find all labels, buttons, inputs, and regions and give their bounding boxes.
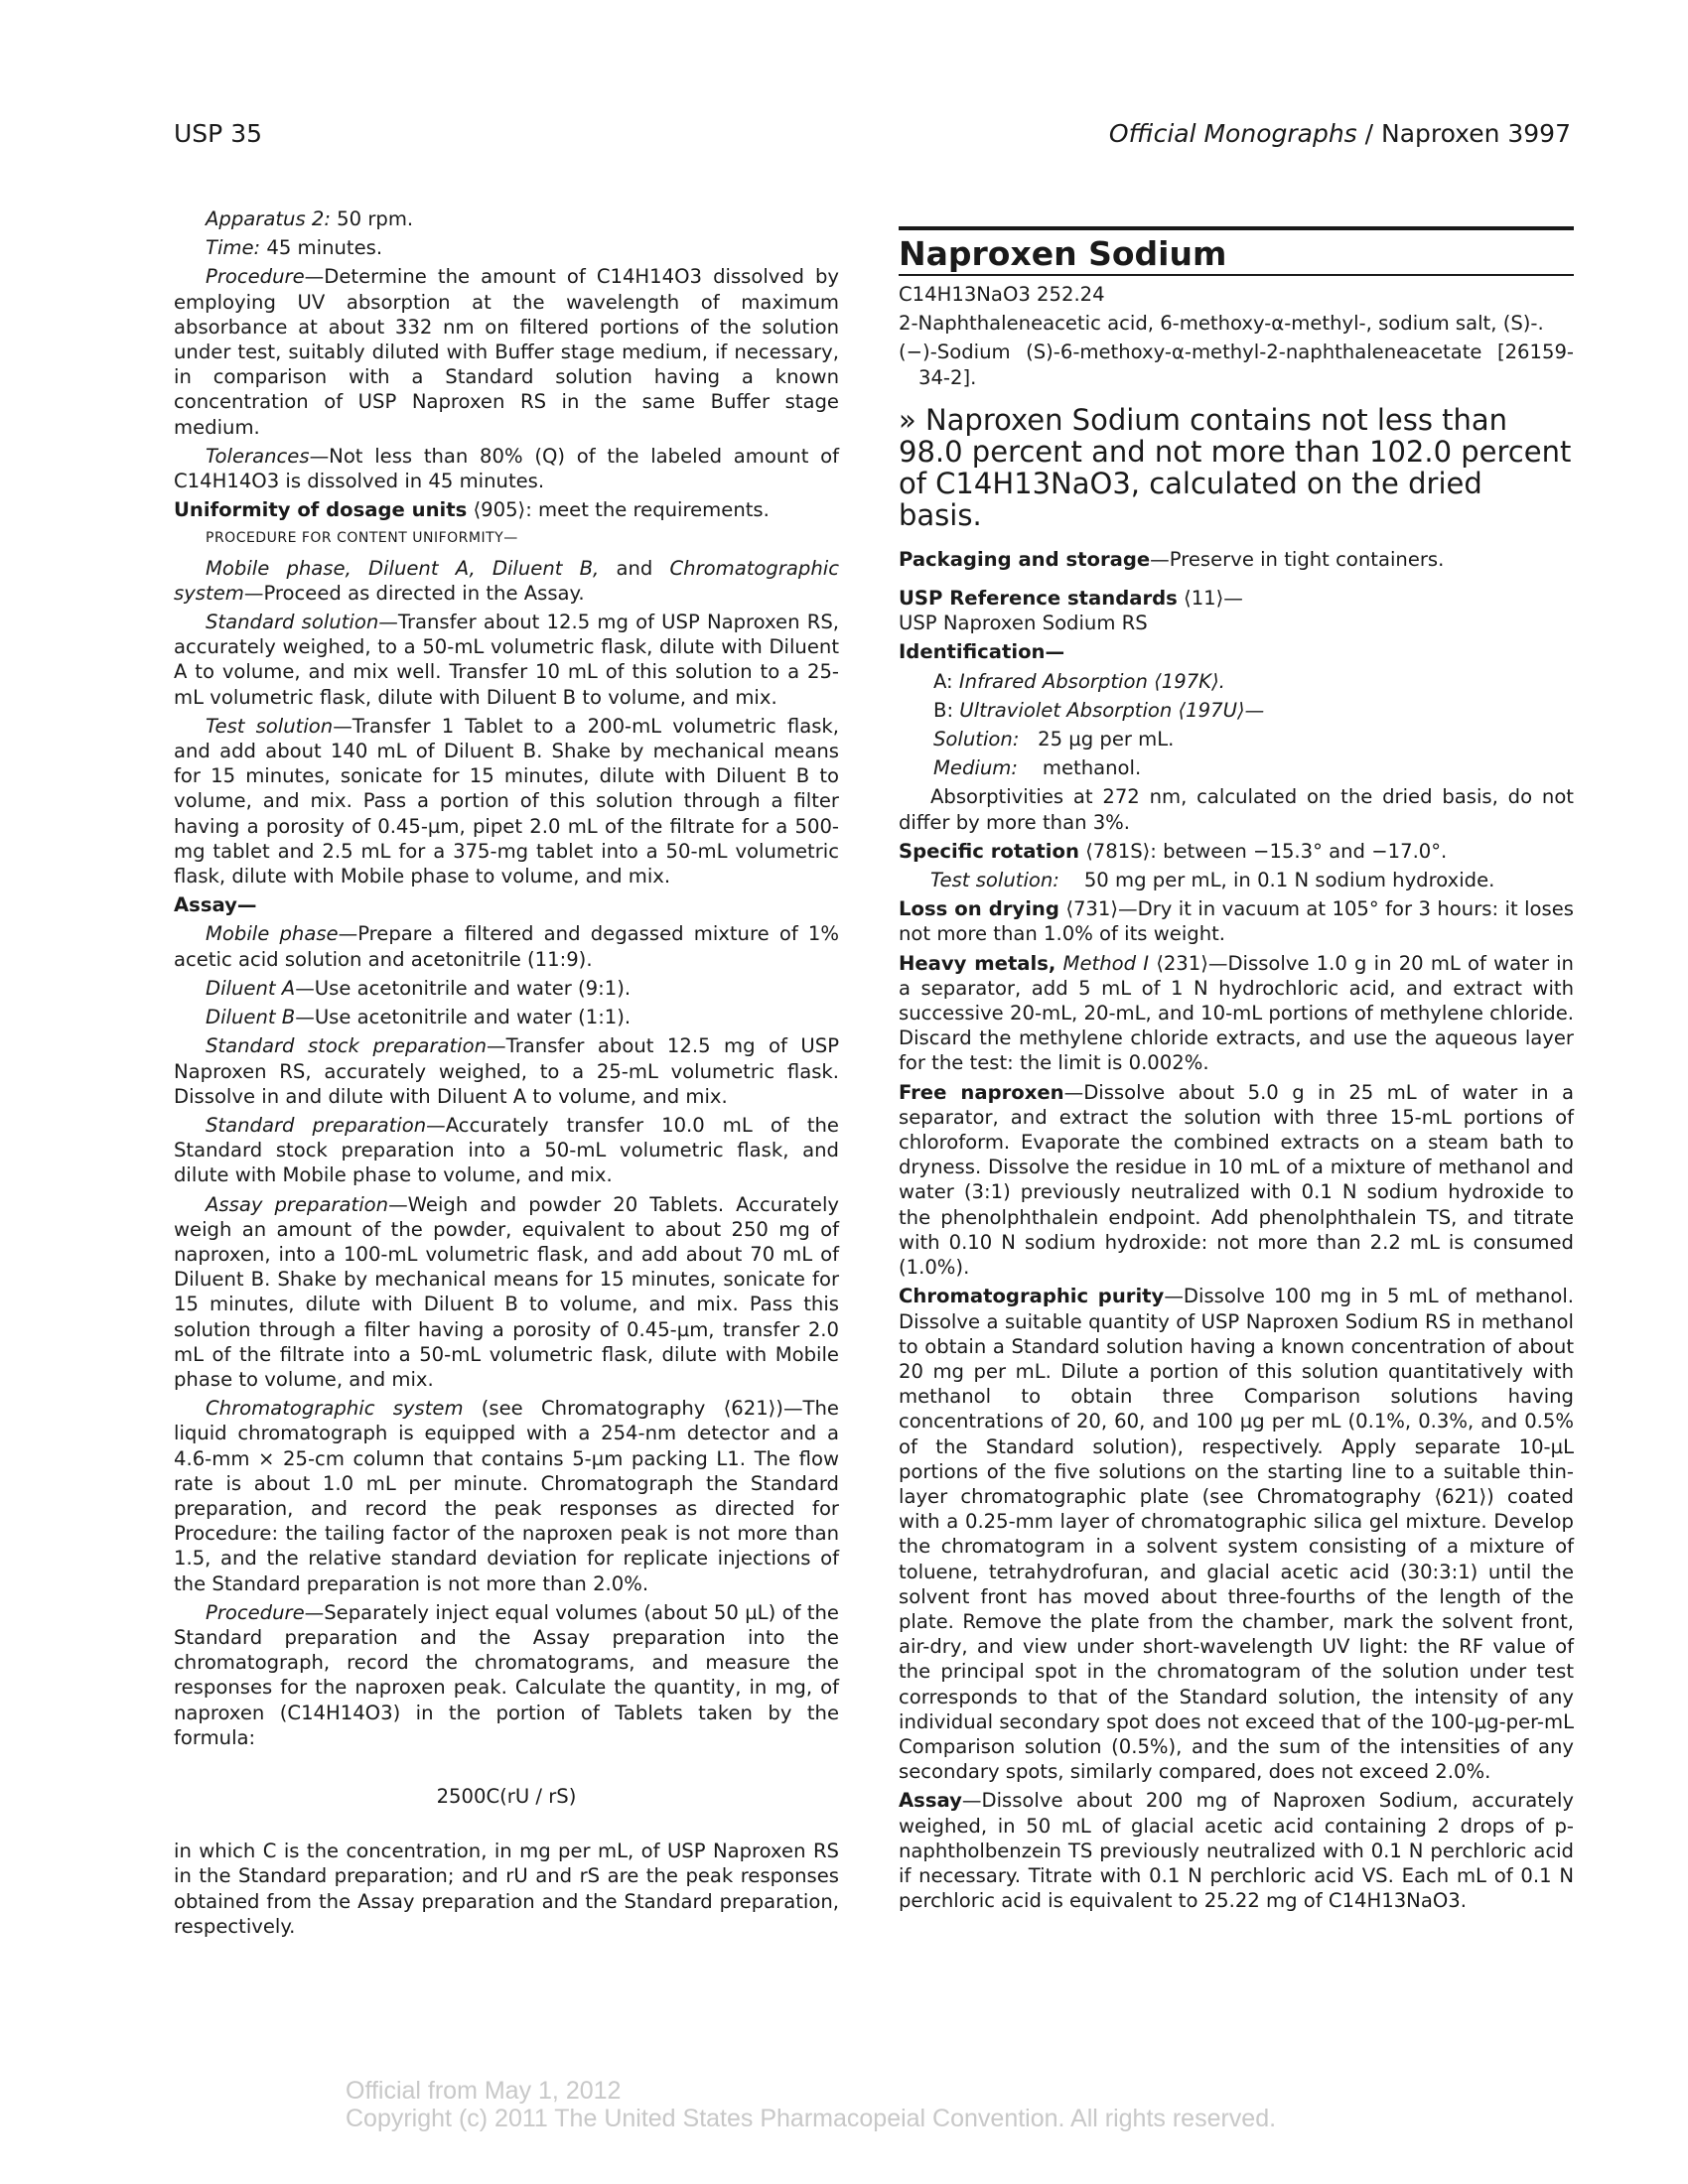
standard-preparation-text: —Accurately transfer 10.0 mL of the Standard stock preparation into a 50-mL volumetric flask, and dilute with Mobile phase to volume, and mix. [174, 1113, 839, 1187]
rotation-test-value: 50 mg per mL, in 0.1 N sodium hydroxide. [1083, 869, 1495, 892]
monograph-title: Naproxen Sodium [899, 234, 1227, 273]
assay-paragraph [899, 1788, 1574, 1913]
test-solution-text: —Transfer 1 Tablet to a 200-mL volumetric flask, and add about 140 mL of Diluent B. Shake by mechanical means for 15 minutes, sonicate for 15 minutes, dilute with Diluent B to volume, and mix. Pass a portion of this solution through a filter having a porosity of 0.45-µm, pipet 2.0 mL of the filtrate for a 500-mg tablet and 2.5 mL for a 375-mg tablet into a 50-mL volumetric flask, dilute with Mobile phase to volume, and mix. [174, 714, 839, 888]
medium-label: Medium: [933, 756, 1018, 780]
title-rule-bottom [899, 274, 1574, 276]
content-uniformity-heading: PROCEDURE FOR CONTENT UNIFORMITY— [206, 530, 518, 547]
test-solution-label: Test solution [206, 714, 334, 738]
header-page-info: / Naproxen 3997 [1356, 119, 1571, 148]
ident-a-letter: A: [933, 669, 953, 693]
loss-on-drying-paragraph [899, 896, 1574, 946]
running-header-right [1109, 119, 1571, 148]
standard-stock-label: Standard stock preparation [206, 1034, 488, 1058]
diluent-b-paragraph [174, 1005, 839, 1029]
cs-text: (see Chromatography ⟨621⟩)—The liquid chromatograph is equipped with a 254-nm detector and a 4.6-mm × 25-cm column that contains 5-µm packing L1. The flow rate is about 1.0 mL per minute. Chromatograph the Standard preparation, and record the peak responses as directed for Procedure: the tailing factor of the naproxen peak is not more than 1.5, and the relative standard deviation for replicate injections of the Standard preparation is not more than 2.0%. [174, 1397, 839, 1595]
reference-standards-text: ⟨11⟩— [1177, 587, 1243, 611]
packaging-paragraph [899, 547, 1574, 572]
solution-label: Solution: [933, 728, 1020, 751]
diluent-a-text: —Use acetonitrile and water (9:1). [295, 976, 632, 1000]
diluent-a-paragraph [174, 976, 839, 1001]
specific-rotation-paragraph [899, 839, 1574, 864]
tolerances-label: Tolerances [206, 444, 310, 468]
right-column [899, 226, 1574, 1917]
standard-solution-paragraph [174, 610, 839, 710]
standard-stock-text: —Transfer about 12.5 mg of USP Naproxen RS, accurately weighed, to a 25-mL volumetric flask. Dissolve in and dilute with Diluent A to volume, and mix. [174, 1034, 840, 1108]
title-rule-top [899, 226, 1574, 230]
footer-official-date: Official from May 1, 2012 [346, 2077, 622, 2105]
heavy-metals-paragraph [899, 951, 1574, 1076]
chromatographic-purity-paragraph [899, 1284, 1574, 1784]
chemical-name-1: 2-Naphthaleneacetic acid, 6-methoxy-α-methyl-, sodium salt, (S)-. [899, 312, 1544, 336]
solution-row [899, 727, 1574, 751]
heavy-metals-text: ⟨231⟩—Dissolve 1.0 g in 20 mL of water in a separator, add 5 mL of 1 N hydrochloric acid, and extract with successive 20-mL, 20-mL, and 10-mL portions of methylene chloride. Discard the methylene chloride extracts, and use the aqueous layer for the test: the limit is 0.002%. [899, 951, 1574, 1075]
procedure-label: Procedure [206, 265, 305, 289]
medium-value: methanol. [1042, 756, 1142, 780]
absorptivities-paragraph: Absorptivities at 272 nm, calculated on the dried basis, do not differ by more than 3%. [899, 785, 1574, 834]
free-naproxen-heading: Free naproxen [899, 1080, 1064, 1104]
reference-standard-item: USP Naproxen Sodium RS [899, 612, 1148, 635]
standard-preparation-label: Standard preparation [206, 1113, 427, 1137]
packaging-text: —Preserve in tight containers. [1150, 547, 1445, 571]
mobile-phase-paragraph [174, 921, 839, 971]
specific-rotation-heading: Specific rotation [899, 839, 1079, 863]
ident-b-letter: B: [933, 698, 954, 722]
chromatographic-purity-text: —Dissolve 100 mg in 5 mL of methanol. Dissolve a suitable quantity of USP Naproxen Sodium RS in methanol to obtain a Standard solution having a known concentration of about 20 mg per mL. Dilute a portion of this solution quantitatively with methanol to obtain three Comparison solutions having concentrations of 20, 60, and 100 µg per mL (0.1%, 0.3%, and 0.5% of the Standard solution), respectively. Apply separate 10-µL portions of the five solutions on the starting line to a suitable thin-layer chromatographic plate (see Chromatography ⟨621⟩) coated with a 0.25-mm layer of chromatographic silica gel mixture. Develop the chromatogram in a solvent system consisting of a mixture of toluene, tetrahydrofuran, and glacial acetic acid (30:3:1) until the solvent front has moved about three-fourths of the length of the plate. Remove the plate from the chamber, mark the solvent front, air-dry, and view under short-wavelength UV light: the RF value of the principal spot in the chromatogram of the solution under test corresponds to that of the Standard solution, the intensity of any individual secondary spot does not exceed that of the 100-µg-per-mL Comparison solution (0.5%), and the sum of the intensities of any secondary spots, similarly compared, does not exceed 2.0%. [899, 1285, 1574, 1784]
reference-standards-paragraph [899, 586, 1574, 611]
mobile-and: and [599, 556, 670, 580]
packaging-heading: Packaging and storage [899, 547, 1151, 571]
chromatographic-system-label: Chromatographic system [174, 556, 839, 605]
standard-stock-paragraph [174, 1033, 839, 1109]
uniformity-paragraph [174, 497, 839, 522]
assay-preparation-text: —Weigh and powder 20 Tablets. Accurately weigh an amount of the powder, equivalent to about 250 mg of naproxen, into a 100-mL volumetric flask, and add about 70 mL of Diluent B. Shake by mechanical means for 15 minutes, sonicate for 15 minutes, dilute with Diluent B to volume, and mix. Pass this solution through a filter having a porosity of 0.45-µm, transfer 2.0 mL of the filtrate into a 50-mL volumetric flask, dilute with Mobile phase to volume, and mix. [174, 1192, 839, 1391]
assay-right-heading: Assay [899, 1789, 962, 1813]
cs-label: Chromatographic system [206, 1397, 464, 1421]
chromatographic-system-paragraph [174, 1396, 839, 1596]
chromatographic-purity-heading: Chromatographic purity [899, 1285, 1165, 1308]
uniformity-heading: Uniformity of dosage units [174, 498, 468, 522]
assay-preparation-label: Assay preparation [206, 1192, 389, 1216]
diluent-a-label: Diluent A [206, 976, 296, 1000]
dissolution-procedure [174, 264, 839, 439]
rotation-test-label: Test solution: [930, 869, 1059, 892]
heavy-metals-method: Method I [1055, 951, 1149, 975]
mp-label: Mobile phase [206, 922, 339, 946]
running-header-left: USP 35 [174, 119, 263, 148]
diluent-b-label: Diluent B [206, 1006, 296, 1029]
assay-heading: Assay— [174, 893, 257, 917]
apparatus-line [174, 206, 839, 231]
assay-right-text: —Dissolve about 200 mg of Naproxen Sodium, accurately weighed, in 50 mL of glacial acetic acid containing 2 drops of p-naphtholbenzein TS previously neutralized with 0.1 N perchloric acid if necessary. Titrate with 0.1 N perchloric acid VS. Each mL of 0.1 N perchloric acid is equivalent to 25.22 mg of C14H13NaO3. [899, 1789, 1574, 1913]
reference-standards-heading: USP Reference standards [899, 587, 1178, 611]
diluent-b-text: —Use acetonitrile and water (1:1). [295, 1006, 632, 1029]
procedure2-label: Procedure [206, 1600, 305, 1624]
uniformity-text: ⟨905⟩: meet the requirements. [467, 498, 770, 522]
time-line [174, 235, 839, 260]
identification-heading: Identification— [899, 640, 1065, 664]
free-naproxen-text: —Dissolve about 5.0 g in 25 mL of water in a separator, and extract the solution with three 15-mL portions of chloroform. Evaporate the combined extracts on a steam bath to dryness. Dissolve the residue in 10 mL of a mixture of methanol and water (3:1) previously neutralized with 0.1 N sodium hydroxide to the phenolphthalein endpoint. Add phenolphthalein TS, and titrate with 0.10 N sodium hydroxide: not more than 2.2 mL is consumed (1.0%). [899, 1080, 1574, 1280]
assay-statement: » Naproxen Sodium contains not less than 98.0 percent and not more than 102.0 percent of C14H13NaO3, calculated on the dried basis. [899, 402, 1572, 532]
standard-solution-text: —Transfer about 12.5 mg of USP Naproxen RS, accurately weighed, to a 50-mL volumetric flask, dilute with Diluent A to volume, and mix well. Transfer 10 mL of this solution to a 25-mL volumetric flask, dilute with Diluent B to volume, and mix. [174, 611, 839, 709]
time-label: Time: [206, 236, 261, 260]
tolerances-paragraph [174, 444, 839, 493]
spacer [899, 576, 1574, 586]
ident-a-text: Infrared Absorption ⟨197K⟩. [958, 669, 1225, 693]
chemical-name-2: (−)-Sodium (S)-6-methoxy-α-methyl-2-naphthaleneacetate [26159-34-2]. [899, 341, 1574, 389]
copyright-footer [346, 2077, 1276, 2132]
standard-preparation-paragraph [174, 1113, 839, 1188]
identification-b [899, 698, 1574, 723]
medium-row [899, 755, 1574, 780]
identification-a [899, 669, 1574, 694]
mobile-phase-text: —Proceed as directed in the Assay. [243, 581, 585, 605]
assay-procedure-paragraph [174, 1600, 839, 1750]
standard-solution-label: Standard solution [206, 611, 379, 634]
procedure-text: —Determine the amount of C14H14O3 dissolved by employing UV absorption at the wavelength of maximum absorbance at about 332 nm on filtered portions of the solution under test, suitably diluted with Buffer stage medium, if necessary, in comparison with a Standard solution having a known concentration of USP Naproxen RS in the same Buffer stage medium. [174, 265, 839, 439]
header-journal-title: Official Monographs [1108, 119, 1357, 148]
footer-copyright: Copyright (c) 2011 The United States Pharmacopeial Convention. All rights reserved. [346, 2105, 1277, 2132]
apparatus-value: 50 rpm. [330, 207, 414, 230]
mobile-phase-reference [174, 556, 839, 606]
free-naproxen-paragraph [899, 1080, 1574, 1281]
test-solution-paragraph [174, 714, 839, 888]
loss-on-drying-heading: Loss on drying [899, 897, 1059, 921]
heavy-metals-heading: Heavy metals, [899, 951, 1056, 975]
procedure2-text: —Separately inject equal volumes (about 50 µL) of the Standard preparation and the Assay preparation into the chromatograph, record the chromatograms, and measure the responses for the naproxen peak. Calculate the quantity, in mg, of naproxen (C14H14O3) in the portion of Tablets taken by the formula: [174, 1600, 839, 1749]
formula-explanation: in which C is the concentration, in mg per mL, of USP Naproxen RS in the Standard preparation; and rU and rS are the peak responses obtained from the Assay preparation and the Standard preparation, respectively. [174, 1840, 839, 1938]
mobile-phase-label: Mobile phase, Diluent A, Diluent B, [206, 556, 600, 580]
specific-rotation-text: ⟨781S⟩: between −15.3° and −17.0°. [1078, 839, 1448, 863]
ident-b-text: Ultraviolet Absorption ⟨197U⟩— [959, 698, 1265, 722]
left-column [174, 206, 839, 1943]
mp-text: —Prepare a filtered and degassed mixture of 1% acetic acid solution and acetonitrile (11:9). [174, 922, 839, 971]
apparatus-label: Apparatus 2: [206, 207, 331, 230]
assay-preparation-paragraph [174, 1192, 839, 1393]
tolerances-text: —Not less than 80% (Q) of the labeled amount of C14H14O3 is dissolved in 45 minutes. [174, 444, 839, 493]
loss-on-drying-text: ⟨731⟩—Dry it in vacuum at 105° for 3 hours: it loses not more than 1.0% of its weight. [899, 897, 1574, 946]
rotation-test-solution [899, 868, 1574, 892]
molecular-formula: C14H13NaO3 252.24 [899, 283, 1105, 306]
time-value: 45 minutes. [260, 236, 383, 260]
assay-formula: 2500C(rU / rS) [436, 1784, 577, 1808]
solution-value: 25 µg per mL. [1038, 728, 1175, 751]
